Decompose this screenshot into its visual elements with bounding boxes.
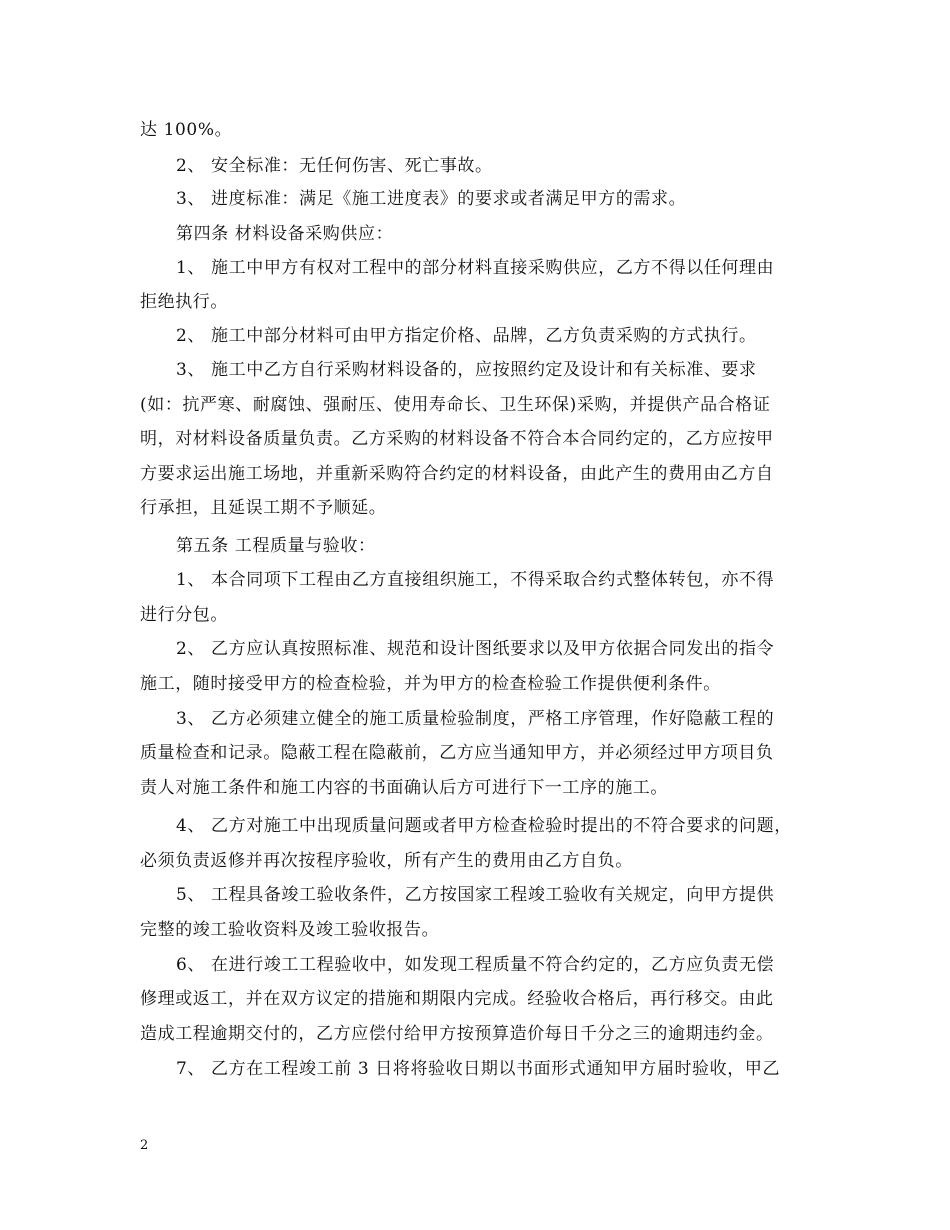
text-line: 进行分包。 (140, 605, 228, 625)
text-line: 修理或返工，并在双方议定的措施和期限内完成。经验收合格后，再行移交。由此 (140, 989, 774, 1009)
text-line: 行承担，且延误工期不予顺延。 (140, 498, 387, 518)
section-heading: 第四条 材料设备采购供应： (176, 224, 394, 244)
text-line: 2、 安全标准：无任何伤害、死亡事故。 (176, 156, 493, 176)
text-line: 3、 施工中乙方自行采购材料设备的，应按照约定及设计和有关标准、要求 (176, 360, 757, 380)
text-line: 责人对施工条件和施工内容的书面确认后方可进行下一工序的施工。 (140, 778, 668, 798)
text-line: 完整的竣工验收资料及竣工验收报告。 (140, 920, 440, 940)
section-heading: 第五条 工程质量与验收： (176, 536, 376, 556)
text-line: 必须负责返修并再次按程序验收，所有产生的费用由乙方自负。 (140, 851, 633, 871)
text-line: 造成工程逾期交付的，乙方应偿付给甲方按预算造价每日千分之三的逾期违约金。 (140, 1024, 774, 1044)
text-line: 质量检查和记录。隐蔽工程在隐蔽前，乙方应当通知甲方，并必须经过甲方项目负 (140, 743, 774, 763)
text-line: 施工，随时接受甲方的检查检验，并为甲方的检查检验工作提供便利条件。 (140, 674, 721, 694)
text-line: 4、 乙方对施工中出现质量问题或者甲方检查检验时提出的不符合要求的问题， (176, 816, 792, 836)
text-line: 6、 在进行竣工工程验收中，如发现工程质量不符合约定的，乙方应负责无偿 (176, 955, 775, 975)
text-line: 7、 乙方在工程竣工前 3 日将将验收日期以书面形式通知甲方届时验收，甲乙 (176, 1059, 781, 1079)
text-line: 达 100%。 (140, 120, 233, 140)
page-number: 2 (140, 1138, 149, 1153)
text-line: 5、 工程具备竣工验收条件，乙方按国家工程竣工验收有关规定，向甲方提供 (176, 885, 775, 905)
text-line: 1、 施工中甲方有权对工程中的部分材料直接采购供应，乙方不得以任何理由 (176, 258, 775, 278)
text-line: 3、 进度标准：满足《施工进度表》的要求或者满足甲方的需求。 (176, 189, 687, 209)
text-line: 2、 施工中部分材料可由甲方指定价格、品牌，乙方负责采购的方式执行。 (176, 326, 757, 346)
text-line: (如：抗严寒、耐腐蚀、强耐压、使用寿命长、卫生环保)采购，并提供产品合格证 (140, 395, 771, 415)
text-line: 2、 乙方应认真按照标准、规范和设计图纸要求以及甲方依据合同发出的指令 (176, 639, 775, 659)
text-line: 方要求运出施工场地，并重新采购符合约定的材料设备，由此产生的费用由乙方自 (140, 464, 774, 484)
text-line: 3、 乙方必须建立健全的施工质量检验制度，严格工序管理，作好隐蔽工程的 (176, 709, 775, 729)
text-line: 1、 本合同项下工程由乙方直接组织施工，不得采取合约式整体转包，亦不得 (176, 570, 775, 590)
text-line: 明，对材料设备质量负责。乙方采购的材料设备不符合本合同约定的，乙方应按甲 (140, 429, 774, 449)
text-line: 拒绝执行。 (140, 292, 228, 312)
